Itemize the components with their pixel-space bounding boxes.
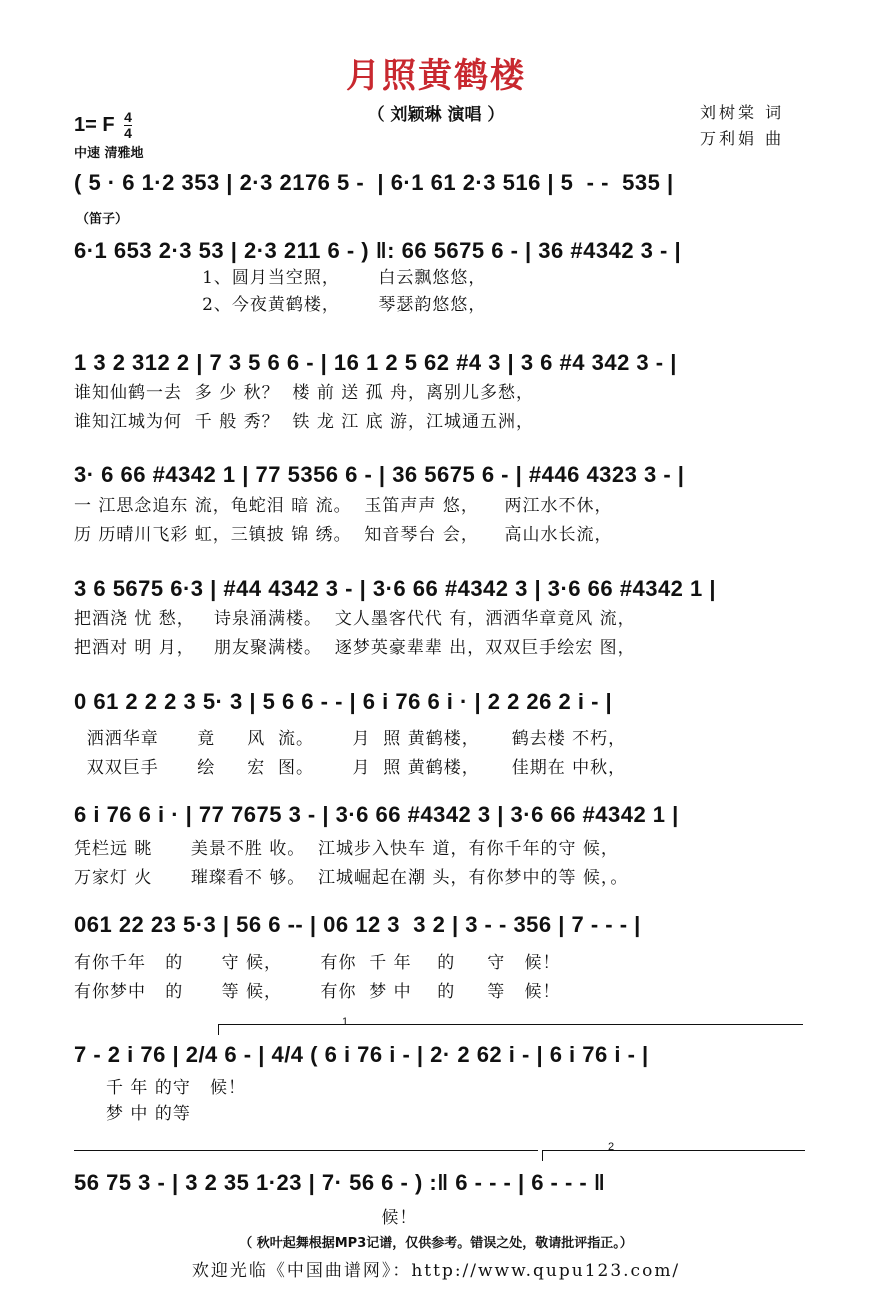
composer-credit: 万利娟 曲	[700, 129, 785, 148]
singer-credit: （ 刘颖琳 演唱 ）	[367, 105, 505, 125]
tempo-marking: 中速 清雅地	[74, 146, 144, 161]
lyric-line: 凭栏远 眺 美景不胜 收。 江城步入快车 道，有你千年的守 候，	[74, 839, 619, 859]
volta-number-2: 2	[608, 1141, 615, 1153]
lyric-line: 梦 中 的等	[74, 1104, 191, 1124]
key-label: 1= F	[74, 113, 115, 136]
time-bottom: 4	[124, 125, 132, 141]
lyric-line: 2、今夜黄鹤楼， 琴瑟韵悠悠，	[74, 295, 487, 315]
notation-line: ( 5 · 6 1·2 353 | 2·3 2176 5 - | 6·1 61 2·3 516 | 5 - - 535 |	[74, 170, 674, 195]
lyricist-credit: 刘树棠 词	[700, 103, 785, 122]
notation-line: 3· 6 66 #4342 1 | 77 5356 6 - | 36 5675 6 - | #446 4323 3 - |	[74, 462, 685, 487]
lyric-line: 谁知仙鹤一去 多 少 秋？ 楼 前 送 孤 舟，离别儿多愁，	[74, 383, 535, 403]
lyric-line: 有你梦中 的 等 候， 有你 梦 中 的 等 候！	[74, 982, 561, 1002]
notation-line: 6 i 76 6 i · | 77 7675 3 - | 3·6 66 #4342 3 | 3·6 66 #4342 1 |	[74, 802, 679, 827]
lyric-line: 1、圆月当空照， 白云飘悠悠，	[74, 268, 487, 288]
notation-line: 6·1 653 2·3 53 | 2·3 211 6 - ) ‖: 66 5675 6 - | 36 #4342 3 - |	[74, 238, 682, 263]
notation-line: 7 - 2 i 76 | 2/4 6 - | 4/4 ( 6 i 76 i - | 2· 2 62 i - | 6 i 76 i - |	[74, 1042, 649, 1067]
lyric-line: 有你千年 的 守 候， 有你 千 年 的 守 候！	[74, 953, 561, 973]
notation-line: 56 75 3 - | 3 2 35 1·23 | 7· 56 6 - ) :‖ 6 - - - | 6 - - - ‖	[74, 1170, 606, 1195]
notation-line: 0 61 2 2 2 3 5· 3 | 5 6 6 - - | 6 i 76 6 i · | 2 2 26 2 i - |	[74, 689, 613, 714]
volta-line-end	[74, 1150, 538, 1151]
website-line: 欢迎光临《中国曲谱网》：http://www.qupu123.com/	[191, 1261, 681, 1281]
lyric-line: 洒洒华章 竟 风 流。 月 照 黄鹤楼， 鹤去楼 不朽，	[74, 729, 627, 749]
lyric-line: 一 江思念追东 流，龟蛇泪 暗 流。 玉笛声声 悠， 两江水不休，	[74, 496, 613, 516]
notation-line: 3 6 5675 6·3 | #44 4342 3 - | 3·6 66 #4342 3 | 3·6 66 #4342 1 |	[74, 576, 717, 601]
transcriber-note: （ 秋叶起舞根据MP3记谱，仅供参考。错误之处，敬请批评指正。）	[239, 1236, 633, 1251]
key-signature	[74, 110, 132, 141]
lyric-line: 把酒浇 忧 愁， 诗泉涌满楼。 文人墨客代代 有，洒洒华章竟风 流，	[74, 609, 636, 629]
instrument-label: （笛子）	[76, 212, 129, 227]
volta-bracket-2	[542, 1150, 805, 1161]
lyric-line: 谁知江城为何 千 般 秀？ 铁 龙 江 底 游，江城通五洲，	[74, 412, 535, 432]
song-title: 月照黄鹤楼	[346, 56, 526, 96]
time-top: 4	[124, 109, 132, 125]
notation-line: 061 22 23 5·3 | 56 6 -- | 06 12 3 3 2 | 3 - - 356 | 7 - - - |	[74, 912, 641, 937]
lyric-line: 双双巨手 绘 宏 图。 月 照 黄鹤楼， 佳期在 中秋，	[74, 758, 627, 778]
lyric-line: 候！	[74, 1208, 418, 1228]
volta-number-1: 1	[342, 1016, 349, 1028]
notation-line: 1 3 2 312 2 | 7 3 5 6 6 - | 16 1 2 5 62 #4 3 | 3 6 #4 342 3 - |	[74, 350, 677, 375]
time-signature	[124, 110, 132, 141]
lyric-line: 把酒对 明 月， 朋友聚满楼。 逐梦英豪辈辈 出，双双巨手绘宏 图，	[74, 638, 636, 658]
lyric-line: 千 年 的守 候！	[74, 1078, 247, 1098]
lyric-line: 历 历晴川飞彩 虹，三镇披 锦 绣。 知音琴台 会， 高山水长流，	[74, 525, 613, 545]
volta-bracket-1	[218, 1024, 803, 1035]
lyric-line: 万家灯 火 璀璨看不 够。 江城崛起在潮 头，有你梦中的等 候，。	[74, 868, 629, 888]
